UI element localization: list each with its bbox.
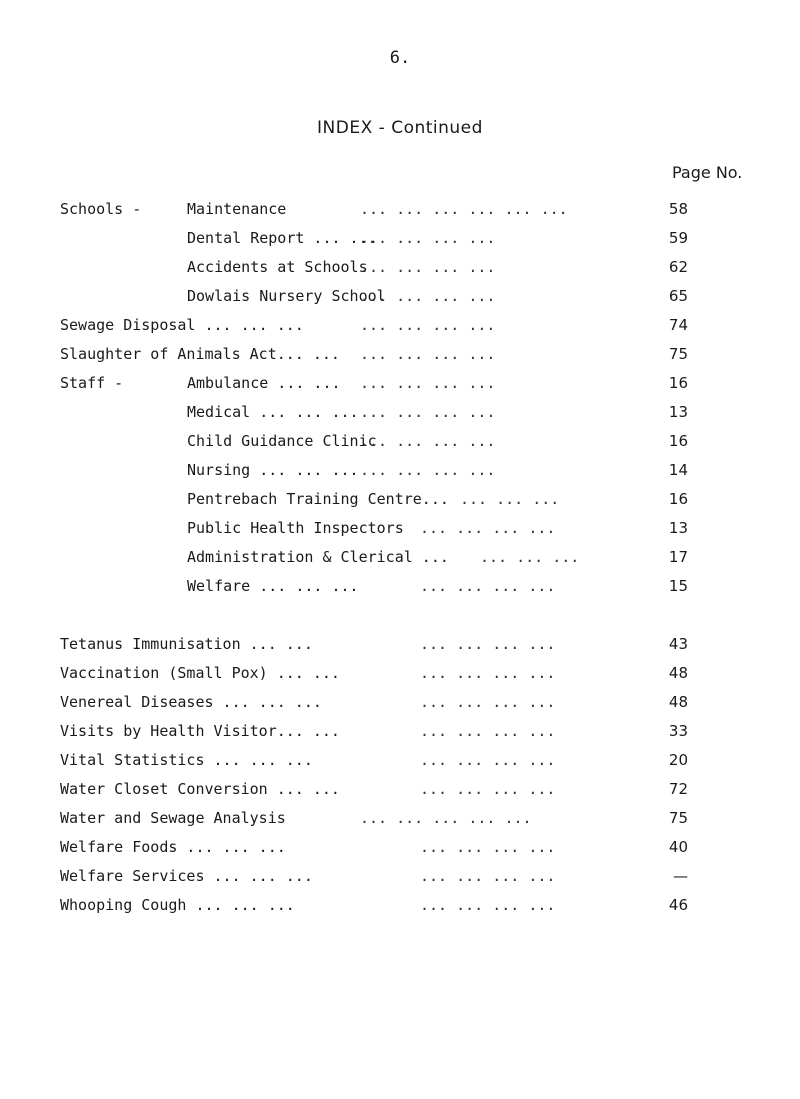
index-entry bbox=[60, 630, 760, 659]
index-entry bbox=[60, 398, 760, 427]
dot-leader: ... ... ... ... bbox=[420, 635, 556, 653]
entry-label: Whooping Cough ... ... ... bbox=[60, 896, 295, 914]
index-entry bbox=[60, 485, 760, 514]
dot-leader: ... ... ... ... bbox=[420, 838, 556, 856]
dot-leader: ... ... ... ... bbox=[360, 258, 496, 276]
entry-page: 43 bbox=[668, 635, 688, 653]
entry-page: 48 bbox=[668, 664, 688, 682]
entry-label: Vaccination (Small Pox) ... ... bbox=[60, 664, 340, 682]
entry-page: 13 bbox=[668, 403, 688, 421]
entry-page: 75 bbox=[668, 809, 688, 827]
entry-label: Public Health Inspectors bbox=[187, 519, 404, 537]
index-entry bbox=[60, 833, 760, 862]
entry-page: 20 bbox=[668, 751, 688, 769]
entry-page: 58 bbox=[668, 200, 688, 218]
page-no-column-header: Page No. bbox=[672, 163, 743, 182]
index-entry bbox=[60, 311, 760, 340]
dot-leader: ... ... ... ... bbox=[360, 287, 496, 305]
dot-leader: ... ... ... ... bbox=[420, 867, 556, 885]
dot-leader: ... ... ... ... bbox=[360, 345, 496, 363]
entry-label: Dental Report ... ... bbox=[187, 229, 377, 247]
index-entry bbox=[60, 688, 760, 717]
section-gap bbox=[60, 601, 760, 630]
index-entry bbox=[60, 543, 760, 572]
entry-page: 16 bbox=[668, 374, 688, 392]
entry-label: Slaughter of Animals Act... ... bbox=[60, 345, 340, 363]
dot-leader: ... ... ... ... bbox=[420, 693, 556, 711]
entry-label: Administration & Clerical ... bbox=[187, 548, 449, 566]
entry-label: Welfare Foods ... ... ... bbox=[60, 838, 286, 856]
dot-leader: ... ... ... ... bbox=[420, 664, 556, 682]
entry-label: Maintenance bbox=[187, 200, 287, 218]
index-entry bbox=[60, 195, 760, 224]
entry-page: 40 bbox=[668, 838, 688, 856]
dot-leader: ... ... ... ... bbox=[360, 432, 496, 450]
entry-page: 75 bbox=[668, 345, 688, 363]
dot-leader: ... ... ... ... bbox=[420, 722, 556, 740]
entry-page: 59 bbox=[668, 229, 688, 247]
index-entry bbox=[60, 369, 760, 398]
entry-prefix: Staff - bbox=[60, 374, 124, 392]
dot-leader: ... ... ... ... bbox=[360, 229, 496, 247]
entry-page: 65 bbox=[668, 287, 688, 305]
dot-leader: ... ... ... ... bbox=[360, 374, 496, 392]
entry-label: Visits by Health Visitor... ... bbox=[60, 722, 340, 740]
entry-label: Water and Sewage Analysis bbox=[60, 809, 286, 827]
entry-page: 15 bbox=[668, 577, 688, 595]
index-list bbox=[60, 195, 760, 920]
entry-page: 74 bbox=[668, 316, 688, 334]
entry-page: 33 bbox=[668, 722, 688, 740]
entry-label: Medical ... ... ... bbox=[187, 403, 359, 421]
index-entry bbox=[60, 282, 760, 311]
dot-leader: ... ... ... ... bbox=[420, 896, 556, 914]
entry-page: — bbox=[673, 867, 688, 885]
entry-label: Water Closet Conversion ... ... bbox=[60, 780, 340, 798]
entry-label: Dowlais Nursery School bbox=[187, 287, 386, 305]
entry-label: Nursing ... ... ... bbox=[187, 461, 359, 479]
index-entry bbox=[60, 253, 760, 282]
entry-label: Welfare Services ... ... ... bbox=[60, 867, 313, 885]
page-number: 6. bbox=[389, 48, 411, 68]
dot-leader: ... ... ... bbox=[460, 490, 560, 508]
entry-page: 14 bbox=[668, 461, 688, 479]
dot-leader: ... ... ... ... bbox=[420, 780, 556, 798]
dot-leader: ... ... ... ... ... ... bbox=[360, 200, 568, 218]
entry-page: 46 bbox=[668, 896, 688, 914]
dot-leader: ... ... ... ... bbox=[420, 519, 556, 537]
dot-leader: ... ... ... ... ... bbox=[360, 809, 532, 827]
index-entry bbox=[60, 427, 760, 456]
entry-label: Accidents at Schools bbox=[187, 258, 368, 276]
entry-label: Venereal Diseases ... ... ... bbox=[60, 693, 322, 711]
entry-label: Welfare ... ... ... bbox=[187, 577, 359, 595]
index-entry bbox=[60, 224, 760, 253]
entry-page: 16 bbox=[668, 490, 688, 508]
index-entry bbox=[60, 891, 760, 920]
index-entry bbox=[60, 804, 760, 833]
entry-page: 17 bbox=[668, 548, 688, 566]
index-entry bbox=[60, 746, 760, 775]
index-entry bbox=[60, 514, 760, 543]
index-entry bbox=[60, 659, 760, 688]
entry-label: Child Guidance Clinic bbox=[187, 432, 377, 450]
dot-leader: ... ... ... ... bbox=[420, 751, 556, 769]
dot-leader: ... ... ... ... bbox=[360, 316, 496, 334]
entry-page: 13 bbox=[668, 519, 688, 537]
entry-label: Pentrebach Training Centre... bbox=[187, 490, 449, 508]
entry-page: 62 bbox=[668, 258, 688, 276]
page-title: INDEX - Continued bbox=[317, 118, 483, 138]
dot-leader: ... ... ... bbox=[480, 548, 580, 566]
entry-page: 48 bbox=[668, 693, 688, 711]
entry-label: Ambulance ... ... bbox=[187, 374, 341, 392]
entry-page: 16 bbox=[668, 432, 688, 450]
index-entry bbox=[60, 340, 760, 369]
dot-leader: ... ... ... ... bbox=[360, 461, 496, 479]
entry-label: Tetanus Immunisation ... ... bbox=[60, 635, 313, 653]
index-entry bbox=[60, 775, 760, 804]
dot-leader: ... ... ... ... bbox=[420, 577, 556, 595]
index-entry bbox=[60, 717, 760, 746]
index-entry bbox=[60, 572, 760, 601]
entry-label: Sewage Disposal ... ... ... bbox=[60, 316, 304, 334]
entry-prefix: Schools - bbox=[60, 200, 142, 218]
entry-page: 72 bbox=[668, 780, 688, 798]
entry-label: Vital Statistics ... ... ... bbox=[60, 751, 313, 769]
index-entry bbox=[60, 862, 760, 891]
index-entry bbox=[60, 456, 760, 485]
dot-leader: ... ... ... ... bbox=[360, 403, 496, 421]
